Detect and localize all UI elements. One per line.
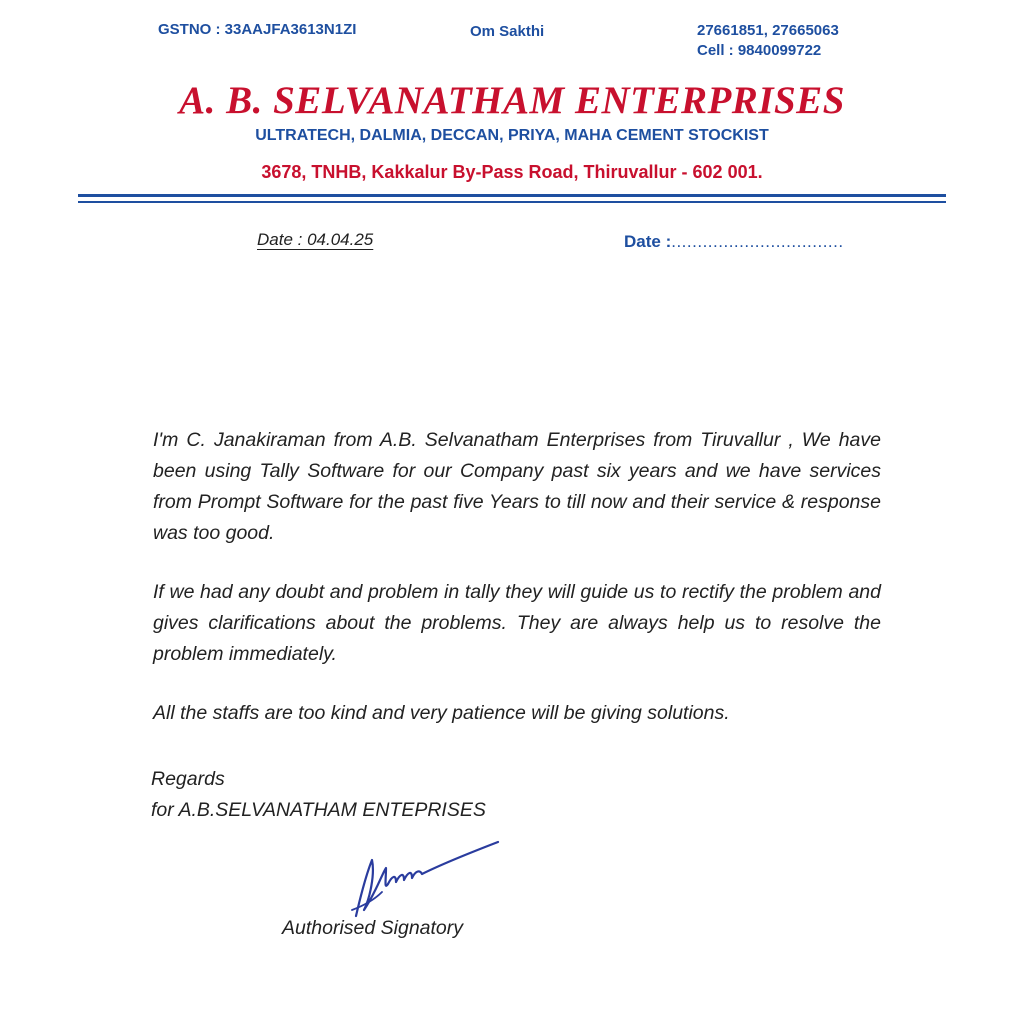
greeting-header: Om Sakthi [470, 23, 545, 40]
closing-block [151, 764, 486, 826]
letter-body [153, 425, 881, 757]
paragraph-3: All the staffs are too kind and very patience will be giving solutions. [153, 702, 730, 724]
paragraph-1: I'm C. Janakiraman from A.B. Selvanatham Enterprises from Tiruvallur , We have been using Tally Software for our Company past six years and we have services from Prompt Software for the past five Years to till now and their service & response was too good. [153, 429, 881, 544]
cell-number: Cell : 9840099722 [697, 42, 822, 59]
signature-icon [342, 840, 502, 920]
authorised-signatory: Authorised Signatory [282, 917, 464, 939]
printed-date-field [624, 232, 844, 252]
for-company-line: for A.B.SELVANATHAM ENTEPRISES [151, 799, 486, 821]
company-address: 3678, TNHB, Kakkalur By-Pass Road, Thiruvallur - 602 001. [261, 162, 763, 182]
date-blank: ................................. [671, 232, 844, 251]
paragraph-2: If we had any doubt and problem in tally they will guide us to rectify the problem and gives clarifications about the problems. They are always help us to resolve the problem immediately. [153, 581, 881, 665]
gst-number: GSTNO : 33AAJFA3613N1ZI [158, 21, 357, 38]
header-divider-secondary [78, 201, 946, 203]
regards-line: Regards [151, 768, 225, 790]
phone-block [697, 21, 839, 61]
header-divider [78, 194, 946, 197]
letter-date: Date : 04.04.25 [257, 230, 374, 249]
stockist-line: ULTRATECH, DALMIA, DECCAN, PRIYA, MAHA CEMENT STOCKIST [255, 127, 769, 144]
date-label: Date : [624, 232, 672, 251]
phone-numbers: 27661851, 27665063 [697, 22, 839, 39]
company-name: A. B. SELVANATHAM ENTERPRISES [179, 79, 845, 122]
